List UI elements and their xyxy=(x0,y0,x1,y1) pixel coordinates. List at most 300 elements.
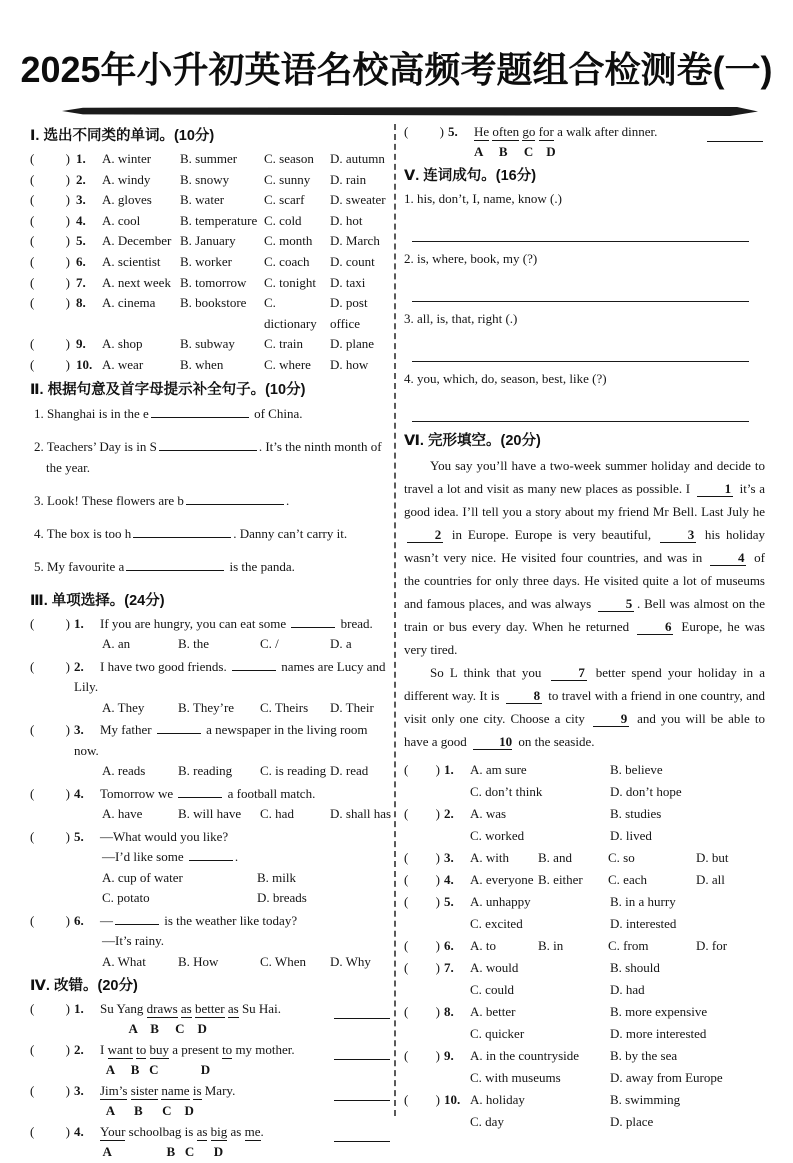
option-label: C. so xyxy=(608,850,635,865)
options-rows xyxy=(470,957,765,1001)
correction-question xyxy=(404,122,765,162)
page-title: 2025年小升初英语名校高频考题组合检测卷(一) xyxy=(20,49,773,90)
option-label: A. in the countryside xyxy=(470,1048,580,1063)
section-4-continued-items xyxy=(404,122,765,162)
paren-open: ( xyxy=(404,960,409,975)
question-row xyxy=(30,1081,392,1101)
question-number: 3. xyxy=(76,192,86,208)
option-label: A. shop xyxy=(102,336,143,352)
option-label: B. by the sea xyxy=(610,1048,678,1063)
question-row xyxy=(30,720,392,782)
cloze-blank: 1 xyxy=(697,481,733,497)
answer-parentheses xyxy=(30,784,74,825)
question-number: 2. xyxy=(74,658,84,674)
option-label: D. hot xyxy=(330,212,363,228)
answer-parentheses xyxy=(30,273,74,294)
question-body xyxy=(74,614,392,655)
question-stem: 6. — is the weather like today? xyxy=(74,911,392,932)
options-row xyxy=(470,803,765,825)
correction-sentence xyxy=(100,1040,334,1060)
option-label: A. wear xyxy=(102,356,144,372)
cloze-option-question xyxy=(404,957,765,1001)
paren-open: ( xyxy=(30,295,35,311)
options-row xyxy=(470,847,765,869)
answer-parentheses xyxy=(30,1081,74,1101)
option-letters: A B C D xyxy=(100,1103,194,1119)
question-row xyxy=(30,1040,392,1060)
question-number: 6. xyxy=(74,912,84,928)
option-label: C. don’t think xyxy=(470,784,543,799)
option-label: A. unhappy xyxy=(470,894,531,909)
question-number: 2. xyxy=(444,806,454,821)
option-label: C. dictionary xyxy=(264,295,317,331)
paren-close: ) xyxy=(65,912,70,928)
section-5-items xyxy=(404,189,765,422)
column-divider xyxy=(394,124,396,1116)
word: my mother. xyxy=(232,1042,295,1058)
paren-close: ) xyxy=(65,274,70,290)
question-row xyxy=(30,355,392,376)
option-label: A. everyone xyxy=(470,872,534,887)
correction-sentence xyxy=(100,1122,334,1142)
word: Su Yang xyxy=(100,1001,147,1017)
paren-open: ( xyxy=(30,253,35,269)
option-label: C. coach xyxy=(264,253,310,269)
option-label: A. They xyxy=(102,699,145,715)
choice-question xyxy=(30,657,392,719)
option-label: B. believe xyxy=(610,762,663,777)
question-stem: 2. I have two good friends. names are Lucy and Lily. xyxy=(74,658,386,695)
cloze-blank: 10 xyxy=(473,734,512,750)
answer-parentheses xyxy=(30,1040,74,1060)
paren-open: ( xyxy=(30,356,35,372)
paren-close: ) xyxy=(65,356,70,372)
question-row xyxy=(30,999,392,1019)
question-prompt: 4. you, which, do, season, best, like (?) xyxy=(404,371,607,386)
options-row xyxy=(470,1111,765,1133)
question-row xyxy=(30,211,392,232)
cloze-blank: 7 xyxy=(551,665,587,681)
answer-parentheses xyxy=(30,911,74,973)
option-label: B. bookstore xyxy=(180,295,247,311)
option-label: D. plane xyxy=(330,336,375,352)
question-stem-line: —I’d like some . xyxy=(102,849,239,865)
paren-close: ) xyxy=(435,960,440,975)
paren-close: ) xyxy=(65,828,70,844)
option-label: D. shall has xyxy=(330,806,392,822)
option-label: A. cool xyxy=(102,212,141,228)
option-letters: A B C D xyxy=(100,1144,224,1160)
option-label: A. would xyxy=(470,960,519,975)
underlined-word: go xyxy=(522,124,536,139)
question-prompt: 1. his, don’t, I, name, know (.) xyxy=(404,191,562,206)
option-label: D. place xyxy=(610,1114,654,1129)
answer-parentheses xyxy=(30,657,74,719)
paren-open: ( xyxy=(404,850,409,865)
underlined-word: for xyxy=(538,124,554,139)
option-label: D. autumn xyxy=(330,151,385,166)
option-label: C. day xyxy=(470,1114,504,1129)
answer-blank xyxy=(151,405,249,418)
word-order-question xyxy=(404,189,765,242)
answer-parentheses xyxy=(404,957,444,1001)
answer-parentheses xyxy=(404,1089,444,1133)
section-6-heading: Ⅵ. 完形填空。(20分) xyxy=(404,433,541,449)
word: . xyxy=(260,1124,264,1140)
option-label: D. more interested xyxy=(610,1026,707,1041)
paren-open: ( xyxy=(30,274,35,290)
question-number: 3. xyxy=(74,722,84,738)
cloze-blank: 4 xyxy=(710,550,746,566)
word: Mary. xyxy=(201,1083,236,1099)
paren-close: ) xyxy=(435,1004,440,1019)
question-number: 2. xyxy=(76,171,86,187)
option-label: D. sweater xyxy=(330,192,386,208)
word-order-question xyxy=(404,249,765,302)
option-label: B. should xyxy=(610,960,660,975)
option-label: B. in xyxy=(538,938,564,953)
question-body xyxy=(74,911,392,973)
paren-open: ( xyxy=(404,1004,409,1019)
question-stem: 4. Tomorrow we a football match. xyxy=(74,784,392,805)
answer-parentheses xyxy=(30,1122,74,1142)
answer-parentheses xyxy=(30,190,74,211)
option-label: A. winter xyxy=(102,151,152,166)
correction-question xyxy=(30,1081,392,1121)
option-label: D. breads xyxy=(257,890,307,906)
option-label: B. when xyxy=(180,356,224,372)
answer-blank-line xyxy=(334,1088,390,1101)
question-number: 1. xyxy=(444,762,454,777)
option-label: D. how xyxy=(330,356,369,372)
option-label: B. the xyxy=(178,636,210,652)
answer-parentheses xyxy=(30,720,74,782)
cloze-option-question xyxy=(404,891,765,935)
option-label: C. potato xyxy=(102,890,150,906)
options-row xyxy=(102,761,392,782)
question-number: 4. xyxy=(76,212,86,228)
word: Su Hai. xyxy=(238,1001,281,1017)
answer-blank xyxy=(232,658,276,671)
cloze-option-question xyxy=(404,1001,765,1045)
answer-parentheses xyxy=(30,614,74,655)
option-label: D. all xyxy=(696,872,725,887)
correction-sentence xyxy=(100,1081,334,1101)
option-label: A. was xyxy=(470,806,507,821)
paren-close: ) xyxy=(435,806,440,821)
answer-parentheses xyxy=(30,334,74,355)
question-stem: 1. If you are hungry, you can eat some bread. xyxy=(74,614,392,635)
paren-close: ) xyxy=(65,295,70,311)
fill-in-question: 1. Shanghai is in the e of China. xyxy=(34,405,303,421)
paren-close: ) xyxy=(65,1083,70,1099)
answer-blank xyxy=(178,785,222,798)
question-row xyxy=(30,149,392,170)
underlined-word: as xyxy=(196,1124,208,1140)
question-number: 9. xyxy=(76,336,86,352)
question-number: 3. xyxy=(74,1083,84,1099)
option-label: B. water xyxy=(180,192,225,208)
word: schoolbag is xyxy=(125,1124,197,1140)
question-number: 10. xyxy=(76,356,93,372)
word xyxy=(146,1042,149,1057)
question-number: 4. xyxy=(74,1124,84,1140)
correction-sentence xyxy=(100,999,334,1019)
option-label: A. reads xyxy=(102,763,146,779)
option-label: C. where xyxy=(264,356,311,372)
option-label: A. What xyxy=(102,953,146,969)
option-label: B. either xyxy=(538,872,583,887)
paren-close: ) xyxy=(65,212,70,228)
option-label: A. gloves xyxy=(102,192,152,208)
underlined-word: want xyxy=(107,1042,133,1058)
choice-question xyxy=(30,614,392,655)
answer-parentheses xyxy=(404,891,444,935)
section-3-heading: Ⅲ. 单项选择。(24分) xyxy=(30,592,165,609)
options-row xyxy=(470,869,765,891)
paren-open: ( xyxy=(404,806,409,821)
paren-open: ( xyxy=(30,785,35,801)
paren-open: ( xyxy=(404,1092,409,1107)
option-label: D. a xyxy=(330,636,352,652)
question-number: 5. xyxy=(448,124,458,139)
options-row xyxy=(470,891,765,913)
word-order-question xyxy=(404,369,765,422)
correction-question xyxy=(30,999,392,1039)
section-4-items xyxy=(30,999,392,1162)
paren-open: ( xyxy=(30,722,35,738)
question-row xyxy=(30,252,392,273)
right-column xyxy=(404,122,765,1133)
answer-parentheses xyxy=(404,1045,444,1089)
option-label: B. tomorrow xyxy=(180,274,247,290)
cloze-blank: 8 xyxy=(506,688,542,704)
paren-close: ) xyxy=(65,1124,70,1140)
cloze-option-question xyxy=(404,869,765,891)
cloze-option-question xyxy=(404,1089,765,1133)
paren-close: ) xyxy=(435,1048,440,1063)
option-label: A. December xyxy=(102,233,172,249)
option-label: C. When xyxy=(260,953,306,969)
options-row xyxy=(470,781,765,803)
option-label: D. rain xyxy=(330,171,367,187)
option-label: D. post office xyxy=(330,295,368,331)
cloze-paragraph: You say you’ll have a two-week summer holiday and decide to travel a lot and visit as many new places as possible. I 1 it’s a good idea. I’ll tell you a story about my friend Mr Bell. Last July he 2 in Europe. Europe is very beautiful, 3 his holiday wasn’t very nice. He visited four countries, and was in 4 of the countries for only three days. He visited quite a lot of museums and famous places, and was always 5 . Bell was almost on the train or bus every day. When he returned 6 Europe, he was very tired. xyxy=(404,458,765,657)
options-row xyxy=(470,957,765,979)
question-row xyxy=(30,614,392,655)
question-body xyxy=(74,784,392,825)
paren-close: ) xyxy=(65,658,70,674)
option-label: A. windy xyxy=(102,171,151,187)
paren-close: ) xyxy=(65,615,70,631)
option-label: D. Their xyxy=(330,699,374,715)
paren-open: ( xyxy=(30,1083,35,1099)
section-4-heading: Ⅳ. 改错。(20分) xyxy=(30,978,138,995)
option-label: C. could xyxy=(470,982,515,997)
question-body xyxy=(74,827,392,909)
answer-parentheses xyxy=(30,211,74,232)
option-label: C. scarf xyxy=(264,192,305,208)
choice-question xyxy=(30,911,392,973)
cloze-options xyxy=(404,759,765,1133)
option-label: C. from xyxy=(608,938,649,953)
paren-open: ( xyxy=(30,151,35,166)
question-number: 5. xyxy=(76,233,86,249)
choice-question xyxy=(30,720,392,782)
section-1-items xyxy=(30,149,392,376)
option-label: B. summer xyxy=(180,151,238,166)
options-row xyxy=(470,825,765,847)
question-row xyxy=(30,784,392,825)
option-label: B. snowy xyxy=(180,171,230,187)
option-label: C. season xyxy=(264,151,314,166)
paren-open: ( xyxy=(30,233,35,249)
options-rows xyxy=(470,1089,765,1133)
answer-blank xyxy=(133,525,231,538)
cloze-blank: 5 xyxy=(598,596,634,612)
paren-close: ) xyxy=(65,192,70,208)
underlined-word: to xyxy=(222,1042,233,1058)
answer-parentheses xyxy=(30,999,74,1019)
question-number: 2. xyxy=(74,1042,84,1058)
underlined-word: buy xyxy=(149,1042,169,1058)
option-label: B. and xyxy=(538,850,572,865)
answer-blank-line xyxy=(334,1129,390,1142)
option-label: C. each xyxy=(608,872,647,887)
section-2-items xyxy=(30,403,392,577)
answer-parentheses xyxy=(404,759,444,803)
question-row xyxy=(30,657,392,719)
option-label: C. with museums xyxy=(470,1070,561,1085)
options-rows xyxy=(470,847,765,869)
option-label: D. count xyxy=(330,253,375,269)
paren-close: ) xyxy=(65,1042,70,1058)
options-row xyxy=(470,979,765,1001)
paren-open: ( xyxy=(30,828,35,844)
answer-parentheses xyxy=(30,252,74,273)
question-row xyxy=(30,827,392,909)
paren-open: ( xyxy=(30,212,35,228)
option-label: D. had xyxy=(610,982,645,997)
paren-open: ( xyxy=(30,912,35,928)
answer-blank-line xyxy=(334,1006,390,1019)
option-letters: A B C D xyxy=(100,1021,207,1037)
paren-open: ( xyxy=(404,124,409,139)
underlined-word: Jim’s xyxy=(100,1083,128,1099)
answer-parentheses xyxy=(404,935,444,957)
option-letters: A B C D xyxy=(474,144,556,159)
option-label: C. tonight xyxy=(264,274,317,290)
underlined-word: He xyxy=(474,124,490,139)
answer-blank xyxy=(159,438,257,451)
options-row xyxy=(470,1089,765,1111)
answer-parentheses xyxy=(30,149,74,170)
paren-close: ) xyxy=(439,124,444,139)
paren-close: ) xyxy=(435,894,440,909)
answer-parentheses xyxy=(404,122,448,142)
cloze-option-question xyxy=(404,1045,765,1089)
question-number: 6. xyxy=(444,938,454,953)
paren-close: ) xyxy=(65,785,70,801)
cloze-option-question xyxy=(404,759,765,803)
option-label: C. train xyxy=(264,336,303,352)
answer-parentheses xyxy=(30,293,74,314)
option-label: B. reading xyxy=(178,763,233,779)
option-label: C. month xyxy=(264,233,313,249)
fill-in-question: 3. Look! These flowers are b . xyxy=(34,492,290,508)
option-label: A. have xyxy=(102,806,143,822)
answer-parentheses xyxy=(30,827,74,909)
options-rows xyxy=(470,891,765,935)
cloze-blank: 3 xyxy=(660,527,696,543)
paren-close: ) xyxy=(65,171,70,187)
paren-open: ( xyxy=(30,336,35,352)
paren-open: ( xyxy=(30,171,35,187)
answer-writing-line xyxy=(412,269,749,302)
option-label: D. interested xyxy=(610,916,677,931)
paren-close: ) xyxy=(435,1092,440,1107)
question-stem-line: —It’s rainy. xyxy=(102,933,164,949)
cloze-option-question xyxy=(404,935,765,957)
cloze-option-question xyxy=(404,847,765,869)
options-rows xyxy=(470,935,765,957)
answer-writing-line xyxy=(412,209,749,242)
paren-close: ) xyxy=(65,722,70,738)
option-label: D. but xyxy=(696,850,729,865)
word: I xyxy=(100,1042,108,1058)
options-row xyxy=(102,634,392,655)
title-underline-rule xyxy=(62,107,758,116)
question-number: 8. xyxy=(444,1004,454,1019)
section-1-heading: Ⅰ. 选出不同类的单词。(10分) xyxy=(30,128,215,144)
option-label: C. / xyxy=(260,636,279,652)
question-number: 9. xyxy=(444,1048,454,1063)
question-number: 7. xyxy=(76,274,86,290)
cloze-blank: 9 xyxy=(593,711,629,727)
question-stem: 5. —What would you like? xyxy=(74,827,392,848)
option-label: D. away from Europe xyxy=(610,1070,723,1085)
options-row xyxy=(470,913,765,935)
underlined-word: as xyxy=(227,1001,239,1017)
paren-close: ) xyxy=(65,151,70,166)
question-row xyxy=(30,334,392,355)
fill-in-question: 5. My favourite a is the panda. xyxy=(34,558,295,574)
option-label: B. worker xyxy=(180,253,232,269)
underlined-word: better xyxy=(195,1001,225,1017)
paren-close: ) xyxy=(65,1001,70,1017)
paren-close: ) xyxy=(65,253,70,269)
option-label: D. lived xyxy=(610,828,652,843)
paren-open: ( xyxy=(404,872,409,887)
answer-blank xyxy=(157,721,201,734)
option-label: A. next week xyxy=(102,274,171,290)
answer-writing-line xyxy=(412,329,749,362)
correction-question xyxy=(30,1122,392,1162)
underlined-word: Your xyxy=(100,1124,126,1140)
option-label: B. milk xyxy=(257,869,297,885)
question-number: 5. xyxy=(74,828,84,844)
options-row xyxy=(102,804,392,825)
question-number: 3. xyxy=(444,850,454,865)
fill-in-question: 4. The box is too h . Danny can’t carry it. xyxy=(34,525,348,541)
answer-parentheses xyxy=(404,869,444,891)
word: a present xyxy=(169,1042,223,1058)
choice-question xyxy=(30,784,392,825)
option-label: D. March xyxy=(330,233,380,249)
cloze-option-question xyxy=(404,803,765,847)
correction-question xyxy=(30,1040,392,1080)
word-order-question xyxy=(404,309,765,362)
